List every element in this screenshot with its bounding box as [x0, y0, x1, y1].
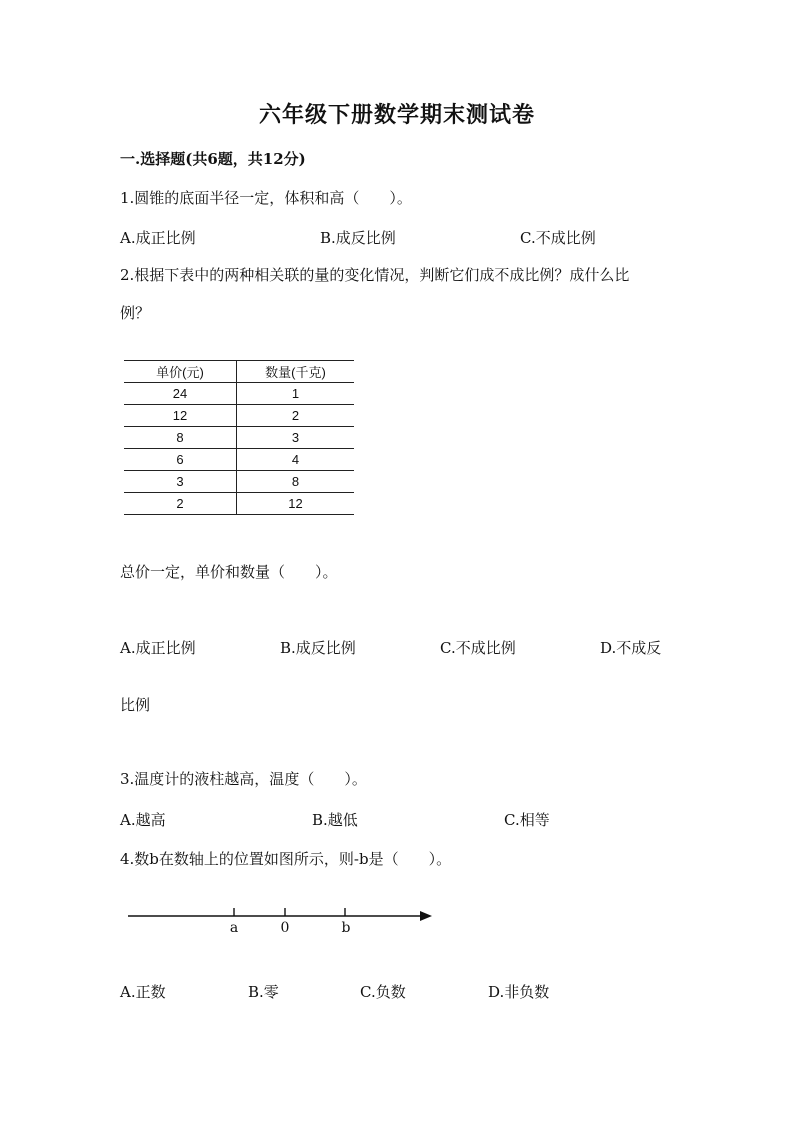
number-line-figure: [120, 896, 440, 940]
table-row: [124, 427, 354, 449]
question-2-option-d-continued: 比例: [120, 696, 151, 714]
table-cell-quantity: 1: [237, 383, 355, 405]
section-heading: 一.选择题(共6题，共12分): [120, 150, 306, 168]
price-quantity-table: [124, 360, 354, 515]
question-2-option-d: D.不成反: [600, 639, 662, 657]
table-cell-price: 6: [124, 449, 237, 471]
number-line-arrow: [420, 911, 432, 921]
question-2-option-a: A.成正比例: [120, 639, 196, 657]
table-row: [124, 383, 354, 405]
axis-label-b: b: [341, 920, 351, 936]
axis-label-a: a: [229, 920, 239, 936]
table-header-price: 单价(元): [124, 361, 237, 383]
question-1-option-a: A.成正比例: [120, 229, 196, 247]
table-cell-quantity: 2: [237, 405, 355, 427]
table-cell-price: 3: [124, 471, 237, 493]
question-2-text-line-2: 例？: [120, 304, 151, 322]
table-row: [124, 449, 354, 471]
table-row: [124, 493, 354, 515]
table-cell-price: 12: [124, 405, 237, 427]
question-2-option-b: B.成反比例: [280, 639, 356, 657]
question-3-option-c: C.相等: [504, 811, 550, 829]
question-1-option-b: B.成反比例: [320, 229, 396, 247]
question-4-text: 4.数b在数轴上的位置如图所示，则-b是（ ）。: [120, 850, 452, 868]
question-4-option-c: C.负数: [360, 983, 406, 1001]
question-3-option-b: B.越低: [312, 811, 358, 829]
table-cell-quantity: 12: [237, 493, 355, 515]
question-4-option-a: A.正数: [120, 983, 166, 1001]
question-1-option-c: C.不成比例: [520, 229, 596, 247]
question-3-text: 3.温度计的液柱越高，温度（ ）。: [120, 770, 367, 788]
question-2-subquestion: 总价一定，单价和数量（ ）。: [120, 563, 338, 581]
table-cell-quantity: 8: [237, 471, 355, 493]
table-header-quantity: 数量(千克): [237, 361, 355, 383]
table-cell-quantity: 4: [237, 449, 355, 471]
axis-label-zero: 0: [280, 920, 290, 936]
table-cell-quantity: 3: [237, 427, 355, 449]
question-2-text-line-1: 2.根据下表中的两种相关联的量的变化情况，判断它们成不成比例？成什么比: [120, 266, 630, 284]
table-row: [124, 471, 354, 493]
table-cell-price: 24: [124, 383, 237, 405]
question-4-option-d: D.非负数: [488, 983, 550, 1001]
table-header-row: [124, 361, 354, 383]
question-4-option-b: B.零: [248, 983, 279, 1001]
question-3-option-a: A.越高: [120, 811, 166, 829]
question-2-option-c: C.不成比例: [440, 639, 516, 657]
page-title: 六年级下册数学期末测试卷: [258, 102, 535, 128]
table-row: [124, 405, 354, 427]
table-cell-price: 2: [124, 493, 237, 515]
question-1-text: 1.圆锥的底面半径一定，体积和高（ ）。: [120, 189, 412, 207]
table-cell-price: 8: [124, 427, 237, 449]
